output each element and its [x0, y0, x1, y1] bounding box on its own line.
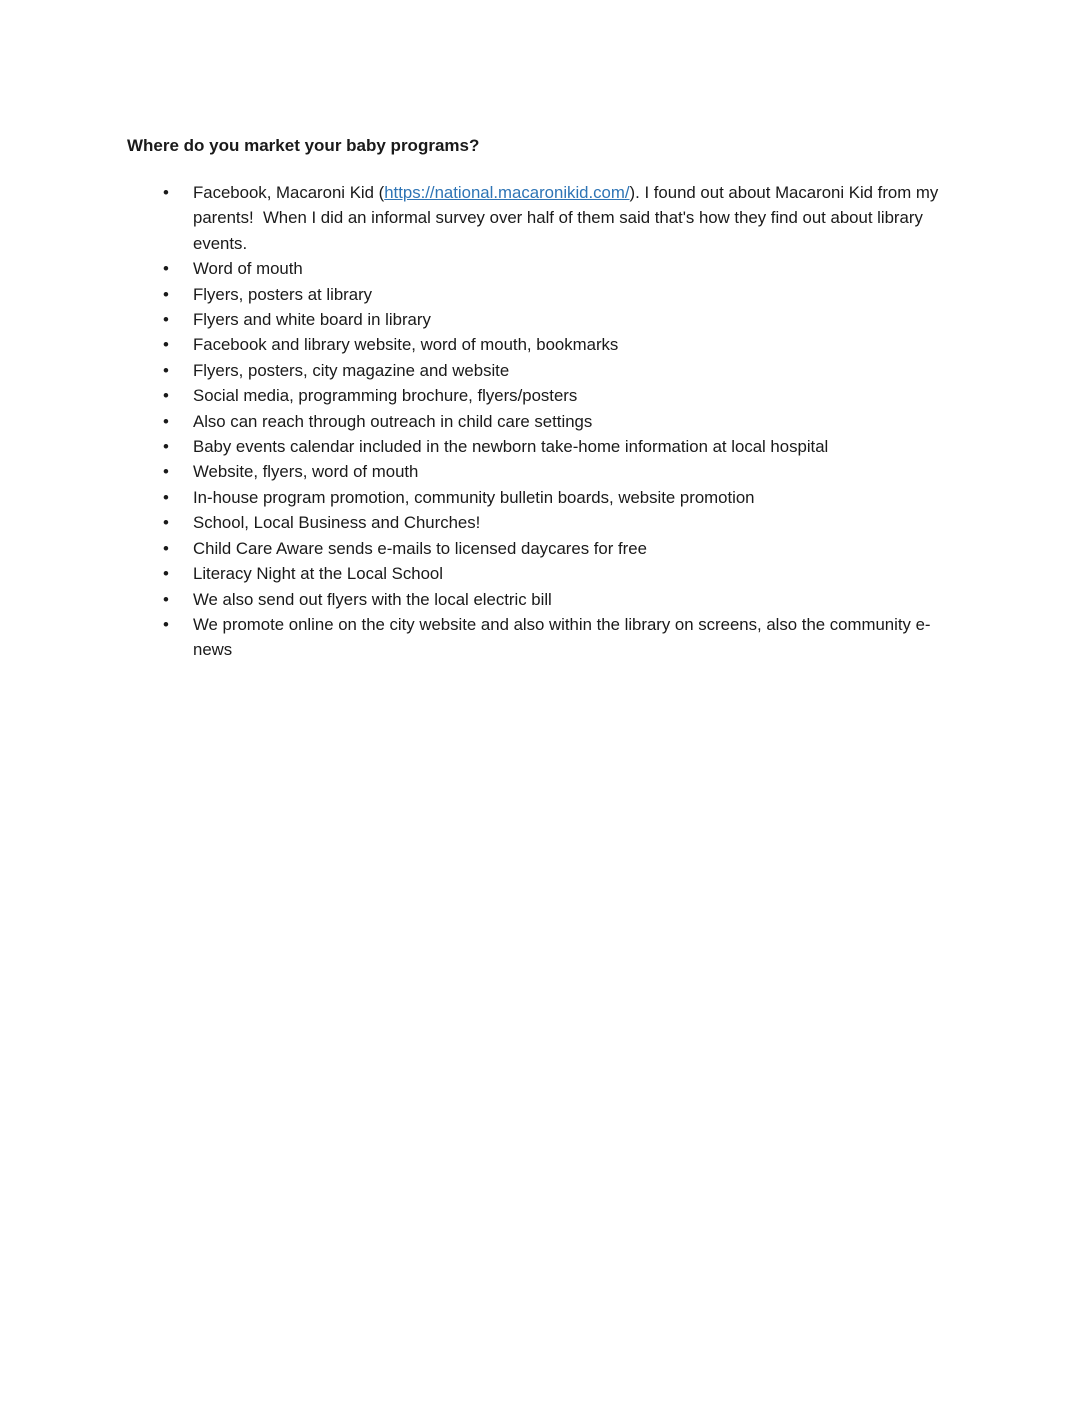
bullet-icon: • [163, 487, 169, 507]
list-item [127, 485, 960, 510]
bullet-icon: • [163, 513, 169, 533]
list-item-text: Flyers, posters, city magazine and website [193, 360, 510, 380]
bullet-icon: • [163, 310, 169, 330]
page-title: Where do you market your baby programs? [127, 136, 480, 155]
macaronikid-link[interactable]: https://national.macaronikid.com/ [384, 183, 630, 202]
bullet-icon: • [163, 614, 169, 634]
bullet-icon: • [163, 564, 169, 584]
list-item [127, 307, 960, 332]
list-item-text: Flyers, posters at library [193, 284, 373, 304]
list-item-text: Word of mouth [193, 259, 303, 279]
list-item [127, 510, 960, 535]
bullet-icon: • [163, 437, 169, 457]
list-item-text-prefix: Facebook, Macaroni Kid ( [193, 183, 385, 202]
list-item-text: We also send out flyers with the local electric bill [193, 589, 552, 609]
list-item-text: Flyers and white board in library [193, 310, 431, 330]
list-item-text: In-house program promotion, community bulletin boards, website promotion [193, 487, 755, 507]
list-item [127, 561, 960, 586]
list-item [127, 434, 960, 459]
bullet-icon: • [163, 335, 169, 355]
bullet-icon: • [163, 411, 169, 431]
list-item-text: Baby events calendar included in the newborn take-home information at local hospital [193, 437, 829, 457]
list-item [127, 587, 960, 612]
list-item [127, 332, 960, 357]
list-item [127, 536, 960, 561]
list-item-text-suffix: ). I found out about Macaroni Kid from my parents! When I did an informal survey over half of them said that's how they find out about library events. [193, 183, 943, 253]
list-item [127, 459, 960, 484]
list-item [127, 256, 960, 281]
list-item-text: Facebook and library website, word of mouth, bookmarks [193, 335, 619, 355]
bullet-list [127, 180, 960, 663]
list-item-text: We promote online on the city website and also within the library on screens, also the community e-news [193, 614, 931, 660]
list-item-text: School, Local Business and Churches! [193, 513, 481, 533]
list-item [127, 383, 960, 408]
list-item [127, 612, 960, 663]
bullet-icon: • [163, 360, 169, 380]
bullet-icon: • [163, 284, 169, 304]
list-item-text: Child Care Aware sends e-mails to licensed daycares for free [193, 538, 647, 558]
list-item [127, 409, 960, 434]
bullet-icon: • [163, 386, 169, 406]
list-item [127, 180, 960, 256]
bullet-icon: • [163, 462, 169, 482]
list-item [127, 358, 960, 383]
bullet-icon: • [163, 183, 169, 202]
list-item [127, 282, 960, 307]
bullet-icon: • [163, 259, 169, 279]
list-item-text: Social media, programming brochure, flyers/posters [193, 386, 578, 406]
bullet-icon: • [163, 538, 169, 558]
bullet-icon: • [163, 589, 169, 609]
list-item-text: Website, flyers, word of mouth [193, 462, 419, 482]
list-item-text: Also can reach through outreach in child care settings [193, 411, 593, 431]
list-item-text: Literacy Night at the Local School [193, 564, 443, 584]
